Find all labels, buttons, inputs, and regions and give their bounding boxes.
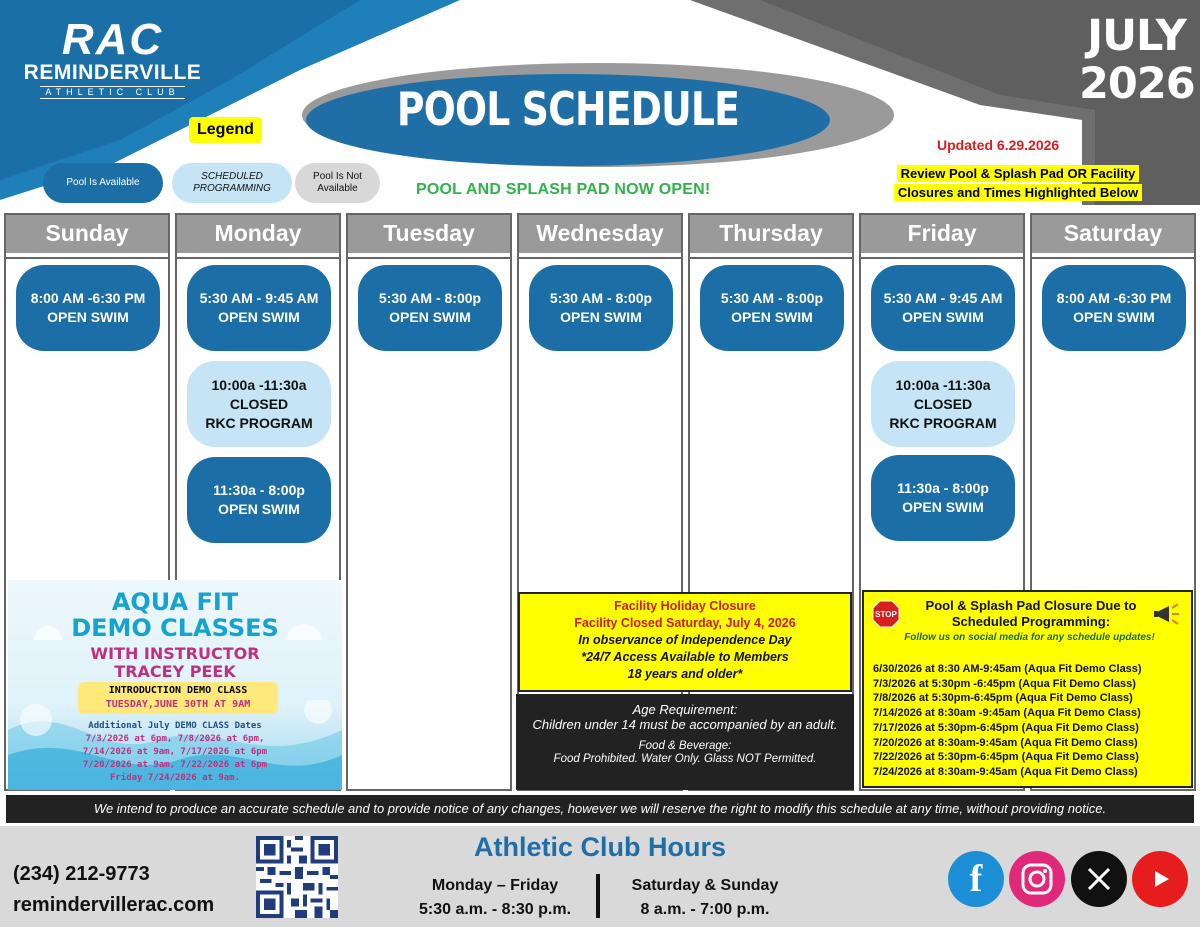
closure-item: 7/20/2026 at 8:30am-9:45am (Aqua Fit Demo Class) (873, 736, 1138, 749)
youtube-icon[interactable] (1132, 851, 1188, 907)
year-label: 2026 (1079, 59, 1195, 109)
stop-icon (872, 600, 900, 628)
month-year (1079, 12, 1194, 108)
slot-time: 8:00 AM -6:30 PM (30, 290, 146, 306)
club-logo (10, 15, 215, 98)
weekday-hours (395, 874, 595, 922)
age-text: Children under 14 must be accompanied by an adult. (532, 717, 838, 732)
food-title: Food & Beverage: (638, 740, 732, 752)
slot-open-swim (529, 265, 673, 351)
play-glyph (1145, 864, 1175, 894)
legend-not-available (295, 163, 380, 203)
megaphone-icon (1153, 602, 1181, 628)
holiday-line3: In observance of Independence Day (578, 633, 792, 647)
updated-date: Updated 6.29.2026 (937, 137, 1060, 153)
aqua-intro-line2: TUESDAY,JUNE 30TH AT 9AM (105, 699, 251, 710)
logo-name: REMINDERVILLE (23, 61, 202, 84)
x-icon[interactable] (1071, 851, 1127, 907)
day-column-tuesday (346, 213, 512, 791)
announcement: POOL AND SPLASH PAD NOW OPEN! (416, 181, 711, 198)
day-header: Friday (861, 215, 1023, 253)
stop-text: STOP (875, 610, 897, 619)
legend-na-line2: Available (317, 183, 358, 194)
slot-time: 5:30 AM - 9:45 AM (883, 290, 1003, 306)
slot-open-swim (700, 265, 844, 351)
slot-label: OPEN SWIM (389, 309, 471, 325)
holiday-closure-box (518, 592, 852, 692)
phone-number[interactable]: (234) 212-9773 (13, 863, 150, 885)
legend-title: Legend (189, 117, 262, 143)
legend-scheduled-line1: SCHEDULED (201, 171, 263, 182)
slot-open-swim (187, 457, 331, 543)
legend-na-line1: Pool Is Not (313, 171, 362, 182)
logo-subtitle: ATHLETIC CLUB (40, 86, 185, 99)
aqua-fit-flyer (8, 580, 342, 790)
slot-label: CLOSED (229, 395, 289, 412)
weekday-time: 5:30 a.m. - 8:30 p.m. (418, 901, 572, 918)
aqua-instructor-line: WITH INSTRUCTOR (90, 644, 260, 663)
slot-label: OPEN SWIM (731, 309, 813, 325)
aqua-add-line: 7/3/2026 at 6pm, 7/8/2026 at 6pm, (85, 734, 265, 744)
food-text: Food Prohibited. Water Only. Glass NOT Permitted. (553, 753, 817, 765)
slot-open-swim (871, 455, 1015, 541)
slot-label: OPEN SWIM (902, 499, 984, 515)
closure-item: 7/17/2026 at 5:30pm-6:45pm (Aqua Fit Demo Class) (873, 721, 1139, 734)
slot-time: 11:30a - 8:00p (213, 482, 305, 498)
aqua-add-line: Friday 7/24/2026 at 9am. (109, 773, 241, 783)
aqua-intro-line1: INTRODUCTION DEMO CLASS (108, 685, 248, 696)
legend-available: Pool Is Available (43, 163, 163, 203)
logo-mark: RAC (61, 15, 164, 64)
slot-time: 5:30 AM - 9:45 AM (199, 290, 319, 306)
x-glyph (1085, 865, 1113, 893)
slot-label: OPEN SWIM (902, 309, 984, 325)
aqua-add-line: 7/14/2026 at 9am, 7/17/2026 at 6pm (82, 747, 268, 757)
holiday-date: Facility Closed Saturday, July 4, 2026 (574, 616, 796, 630)
slot-time: 5:30 AM - 8:00p (549, 290, 653, 306)
slot-time: 10:00a -11:30a (211, 376, 307, 393)
holiday-title: Facility Holiday Closure (614, 599, 756, 613)
closure-item: 7/24/2026 at 8:30am-9:45am (Aqua Fit Demo Class) (873, 765, 1138, 778)
review-notice (883, 164, 1153, 202)
slot-time: 10:00a -11:30a (895, 376, 991, 393)
aqua-add-line: 7/20/2026 at 9am, 7/22/2026 at 6pm (82, 760, 268, 770)
review-line2: Closures and Times Highlighted Below (894, 184, 1142, 201)
aqua-title: AQUA FIT (111, 588, 239, 616)
hours-divider (596, 874, 600, 918)
closure-box (862, 590, 1193, 788)
slot-open-swim (187, 265, 331, 351)
day-header: Sunday (6, 215, 168, 253)
age-title: Age Requirement: (632, 702, 738, 717)
day-body (348, 257, 510, 789)
age-requirement-box (516, 694, 854, 790)
slot-open-swim (16, 265, 160, 351)
legend-scheduled-line2: PROGRAMMING (193, 183, 271, 194)
day-header: Saturday (1032, 215, 1194, 253)
slot-time: 11:30a - 8:00p (897, 480, 989, 496)
aqua-add-header: Additional July DEMO CLASS Dates (88, 721, 262, 731)
page-title: POOL SCHEDULE (396, 82, 740, 136)
slot-open-swim (871, 265, 1015, 351)
footer (0, 826, 1200, 927)
legend-scheduled (172, 163, 292, 203)
weekend-time: 8 a.m. - 7:00 p.m. (640, 901, 770, 918)
slot-program: RKC PROGRAM (889, 414, 997, 431)
instagram-glyph (1020, 862, 1054, 896)
aqua-additional-dates (60, 720, 290, 785)
weekend-hours (605, 874, 805, 922)
holiday-line4: *24/7 Access Available to Members (581, 650, 789, 664)
slot-scheduled (187, 361, 331, 447)
aqua-intro-box (78, 682, 278, 714)
month-label: JULY (1087, 11, 1186, 61)
slot-time: 5:30 AM - 8:00p (720, 290, 824, 306)
slot-open-swim (358, 265, 502, 351)
closure-item: 7/14/2026 at 8:30am -9:45am (Aqua Fit Demo Class) (873, 707, 1141, 720)
day-header: Monday (177, 215, 339, 253)
slot-open-swim (1042, 265, 1186, 351)
closure-item: 7/8/2026 at 5:30pm-6:45pm (Aqua Fit Demo Class) (873, 692, 1133, 705)
disclaimer: We intend to produce an accurate schedule and to provide notice of any changes, however we will reserve the right to modify this schedule at any time, without providing notice. (6, 795, 1194, 823)
slot-label: OPEN SWIM (218, 309, 300, 325)
aqua-title-2: DEMO CLASSES (71, 614, 279, 642)
closure-item: 7/22/2026 at 5:30pm-6:45pm (Aqua Fit Demo Class) (873, 751, 1139, 764)
slot-program: RKC PROGRAM (205, 414, 313, 431)
website-link[interactable]: remindervillerac.com (13, 894, 215, 916)
day-header: Thursday (690, 215, 852, 253)
weekend-label: Saturday & Sunday (631, 877, 779, 894)
hours-title: Athletic Club Hours (473, 832, 726, 862)
facebook-icon[interactable]: f (948, 851, 1004, 907)
closure-list (873, 662, 1142, 780)
closure-follow: Follow us on social media for any schedule updates! (904, 632, 1155, 643)
instagram-icon[interactable] (1009, 851, 1065, 907)
slot-time: 5:30 AM - 8:00p (378, 290, 482, 306)
day-header: Wednesday (519, 215, 681, 253)
closure-item: 7/3/2026 at 5:30pm -6:45pm (Aqua Fit Demo Class) (873, 677, 1136, 690)
holiday-line5: 18 years and older* (627, 667, 743, 681)
slot-label: OPEN SWIM (560, 309, 642, 325)
review-line1: Review Pool & Splash Pad OR Facility (897, 165, 1140, 182)
slot-time: 8:00 AM -6:30 PM (1056, 290, 1172, 306)
day-header: Tuesday (348, 215, 510, 253)
aqua-instructor-name: TRACEY PEEK (114, 662, 236, 681)
closure-title: Pool & Splash Pad Closure Due to Scheduled Programming: (925, 598, 1137, 629)
slot-label: OPEN SWIM (1073, 309, 1155, 325)
slot-scheduled (871, 361, 1015, 447)
slot-label: CLOSED (913, 395, 973, 412)
closure-item: 6/30/2026 at 8:30 AM-9:45am (Aqua Fit Demo Class) (873, 663, 1142, 675)
slot-label: OPEN SWIM (47, 309, 129, 325)
weekday-label: Monday – Friday (431, 877, 559, 894)
qr-code-icon[interactable] (256, 836, 338, 918)
slot-label: OPEN SWIM (218, 501, 300, 517)
